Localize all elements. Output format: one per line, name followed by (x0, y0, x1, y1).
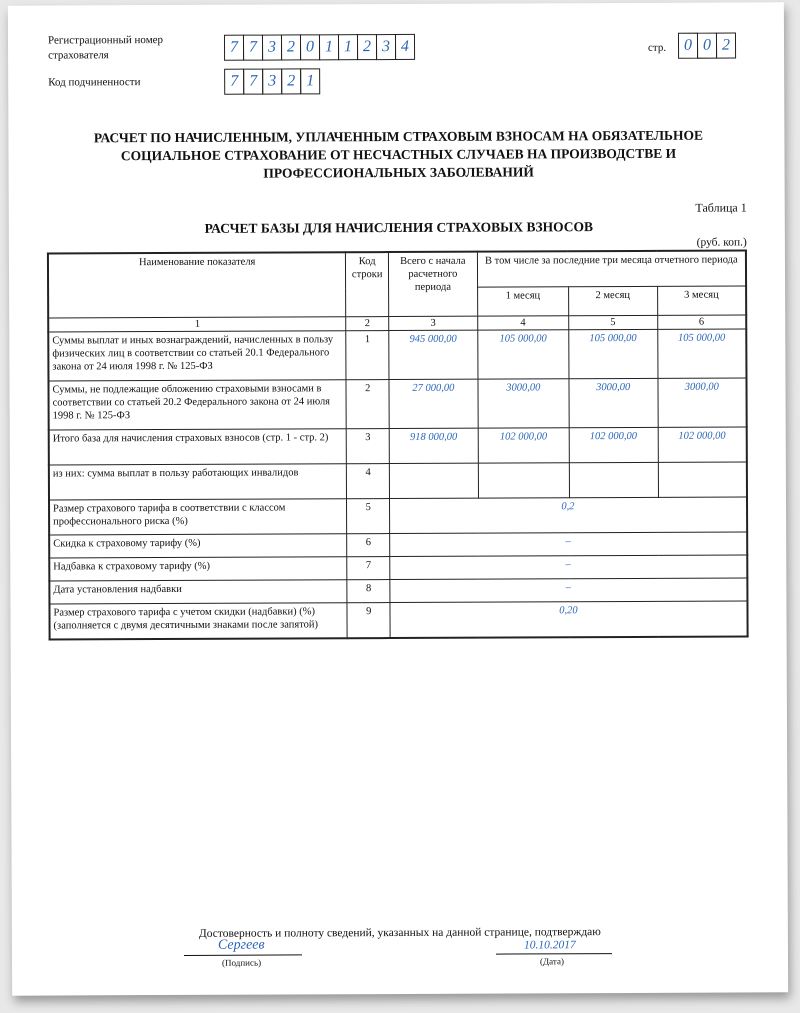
row-code: 7 (347, 557, 390, 580)
table-row (49, 532, 747, 558)
row-name: из них: сумма выплат в пользу работающих инвалидов (49, 464, 347, 500)
col-header-last3: В том числе за последние три месяца отчетного периода (477, 250, 746, 287)
calculation-table (47, 249, 749, 640)
row-code: 5 (347, 499, 390, 534)
col-num: 6 (657, 315, 746, 329)
reg-digit: 1 (338, 34, 358, 60)
row-name: Суммы выплат и иных вознаграждений, начисленных в пользу физических лиц в соответствии со статьей 20.1 Федерального закона от 24 июля 1998 г. № 125-ФЗ (48, 331, 346, 381)
unit-label: (руб. коп.) (696, 236, 747, 249)
row-name: Итого база для начисления страховых взносов (стр. 1 - стр. 2) (49, 429, 347, 465)
page-digit: 0 (678, 33, 698, 59)
table-row (49, 497, 747, 535)
page-digit: 2 (716, 33, 736, 59)
form-sheet (8, 2, 788, 995)
table-title: РАСЧЕТ БАЗЫ ДЛЯ НАЧИСЛЕНИЯ СТРАХОВЫХ ВЗНОСОВ (204, 219, 594, 236)
page-number-cells (678, 33, 736, 59)
row-m3: 102 000,00 (658, 427, 747, 462)
col-num: 3 (389, 316, 478, 330)
col-header-m2: 2 месяц (568, 286, 657, 315)
sub-digit: 2 (281, 68, 301, 94)
table-row (48, 378, 746, 430)
signature-line (184, 954, 302, 956)
row-name: Размер страхового тарифа с учетом скидки (надбавки) (%) (заполняется с двумя десятичными знаками после запятой) (49, 603, 347, 640)
date-caption: (Дата) (539, 956, 564, 967)
row-m1: 105 000,00 (478, 330, 569, 379)
row-m1 (478, 463, 569, 498)
row-total: 918 000,00 (389, 428, 478, 463)
row-total (389, 463, 478, 498)
row-value: – (390, 532, 748, 557)
reg-digit: 1 (319, 34, 339, 60)
col-header-m1: 1 месяц (477, 287, 568, 316)
signature-caption: (Подпись) (222, 957, 262, 968)
row-m2 (569, 462, 658, 497)
row-name: Дата установления надбавки (49, 580, 347, 604)
reg-digit: 2 (357, 34, 377, 60)
table-row (49, 601, 747, 640)
row-name: Скидка к страховому тарифу (%) (49, 534, 347, 558)
reg-digit: 2 (281, 34, 301, 60)
col-header-name: Наименование показателя (48, 252, 346, 318)
reg-digit: 0 (300, 34, 320, 60)
row-code: 6 (347, 534, 390, 557)
row-code: 1 (346, 331, 389, 380)
reg-digit: 4 (395, 34, 415, 60)
table-row (48, 329, 746, 381)
row-value: 0,20 (390, 601, 748, 638)
row-name: Размер страхового тарифа в соответствии с классом профессионального риска (%) (49, 499, 347, 535)
row-code: 4 (347, 464, 390, 499)
sub-digit: 7 (224, 69, 244, 95)
col-num: 4 (477, 316, 568, 330)
page-label: стр. (648, 41, 667, 54)
row-m2: 3000,00 (569, 378, 658, 427)
row-total: 945 000,00 (389, 330, 478, 379)
date-value: 10.10.2017 (523, 939, 576, 952)
table-row (49, 427, 747, 465)
table-number: Таблица 1 (695, 200, 747, 215)
reg-digit: 3 (262, 35, 282, 61)
row-value: – (390, 555, 748, 580)
row-m2: 102 000,00 (569, 427, 658, 462)
reg-number-cells (224, 34, 415, 61)
reg-digit: 7 (243, 35, 263, 61)
row-name: Надбавка к страховому тарифу (%) (49, 557, 347, 581)
row-m3: 105 000,00 (657, 329, 746, 378)
sub-digit: 3 (262, 69, 282, 95)
row-m1: 102 000,00 (478, 428, 569, 463)
col-header-total: Всего с начала расчетного периода (388, 252, 477, 317)
form-title: РАСЧЕТ ПО НАЧИСЛЕННЫМ, УПЛАЧЕННЫМ СТРАХОВЫМ ВЗНОСАМ НА ОБЯЗАТЕЛЬНОЕ СОЦИАЛЬНОЕ СТРАХОВАНИЕ ОТ НЕСЧАСТНЫХ СЛУЧАЕВ НА ПРОИЗВОДСТВЕ И ПРОФЕССИОНАЛЬНЫХ ЗАБОЛЕВАНИЙ (93, 127, 703, 181)
date-line (496, 953, 612, 955)
table-row (49, 462, 747, 500)
row-code: 3 (347, 429, 390, 464)
col-num: 2 (346, 317, 388, 331)
sub-digit: 7 (243, 69, 263, 95)
row-name: Суммы, не подлежащие обложению страховыми взносами в соответствии со статьей 20.2 Федерального закона от 24 июля 1998 г. № 125-ФЗ (48, 380, 346, 430)
confirmation-text: Достоверность и полноту сведений, указанных на данной странице, подтверждаю (198, 926, 601, 940)
row-value: – (390, 578, 748, 603)
page-digit: 0 (697, 33, 717, 59)
signature: Сергеев (217, 937, 265, 953)
row-code: 2 (346, 380, 389, 429)
col-num: 1 (48, 317, 346, 332)
subordination-cells (224, 68, 320, 94)
col-header-code: Код строки (346, 252, 389, 317)
row-m1: 3000,00 (478, 379, 569, 428)
subordination-label: Код подчиненности (48, 76, 141, 89)
col-header-m3: 3 месяц (657, 286, 746, 315)
row-code: 8 (347, 580, 390, 603)
row-value: 0,2 (389, 497, 747, 534)
reg-digit: 3 (376, 34, 396, 60)
reg-number-label: Регистрационный номер страхователя (47, 34, 164, 62)
row-m3 (658, 462, 747, 497)
row-m2: 105 000,00 (568, 329, 657, 378)
table-row (49, 555, 747, 581)
table-row (49, 578, 747, 604)
sub-digit: 1 (300, 68, 320, 94)
row-total: 27 000,00 (389, 379, 478, 428)
reg-digit: 7 (224, 35, 244, 61)
row-code: 9 (347, 603, 390, 639)
header-row (48, 250, 746, 289)
col-num: 5 (568, 315, 657, 329)
row-m3: 3000,00 (658, 378, 747, 427)
